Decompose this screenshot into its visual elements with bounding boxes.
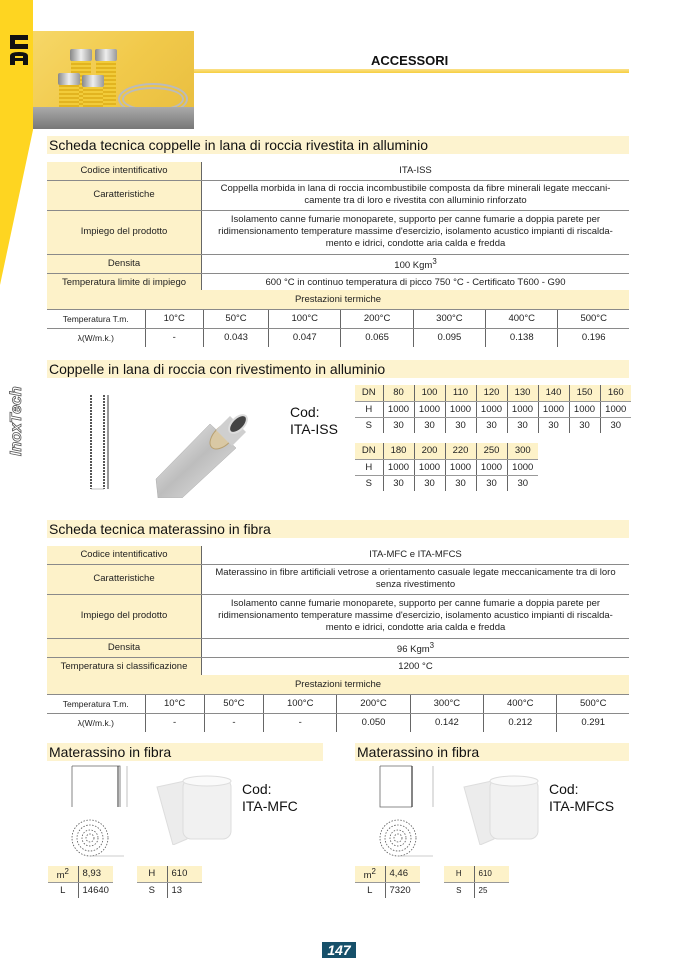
spec-label: Codice intentificativo [47, 546, 202, 564]
coppella-technical-drawing [88, 393, 124, 493]
inoxtech-brand-logo [6, 358, 28, 458]
h-cell: 1000 [600, 401, 631, 417]
temp-cell: 500°C [558, 309, 629, 328]
lambda-cell: 0.196 [581, 332, 606, 344]
h-label: H [355, 401, 383, 417]
lambda-cell: 0.212 [484, 713, 557, 732]
dn-label: DN [355, 385, 383, 401]
section-title-coppelle-scheda: Scheda tecnica coppelle in lana di roccia rivestita in alluminio [47, 136, 629, 154]
h-cell: 1000 [476, 401, 507, 417]
mfcs-technical-drawing [378, 765, 438, 860]
temp-cell: 400°C [486, 309, 558, 328]
coppella-code: Cod: ITA-ISS [290, 404, 338, 437]
s-value: 25 [478, 885, 488, 895]
l-value: 14640 [82, 884, 109, 896]
dn-cell: 130 [507, 385, 538, 401]
mfc-code: Cod: ITA-MFC [242, 781, 298, 814]
performance-title: Prestazioni termiche [47, 675, 629, 694]
coppelle-thermal-performance [47, 290, 629, 347]
dn-cell: 250 [476, 443, 507, 459]
mfc-technical-drawing [70, 765, 130, 860]
h-cell: 1000 [445, 401, 476, 417]
dn-label: DN [355, 443, 383, 459]
section-title-materassino-scheda: Scheda tecnica materassino in fibra [47, 520, 629, 538]
h-label: H [444, 866, 474, 882]
spec-label: Temperatura si classificazione [47, 657, 202, 676]
dn-cell: 160 [600, 385, 631, 401]
temp-cell: 200°C [341, 309, 413, 328]
lambda-cell: 0.142 [410, 713, 483, 732]
spec-label: Densita [47, 254, 202, 273]
temp-cell: 400°C [484, 694, 557, 713]
mfc-dimensions-table [48, 866, 202, 898]
lambda-label: λ(W/m.k.) [47, 713, 145, 732]
h-cell: 1000 [569, 401, 600, 417]
s-cell: 30 [383, 417, 414, 433]
dn-cell: 100 [414, 385, 445, 401]
m2-label: $m^2$ [355, 866, 385, 882]
lambda-cell: 0.050 [337, 713, 410, 732]
lambda-cell: - [264, 713, 337, 732]
s-cell: 30 [517, 477, 529, 489]
temp-cell: 300°C [410, 694, 483, 713]
s-cell: 30 [610, 419, 622, 431]
h-cell: 1000 [538, 401, 569, 417]
temp-cell: 10°C [145, 309, 203, 328]
mfcs-product-image [462, 773, 542, 845]
lambda-cell: - [145, 713, 204, 732]
h-label: H [355, 459, 383, 475]
lambda-label: λ(W/m.k.) [47, 328, 145, 347]
h-cell: 1000 [445, 459, 476, 475]
temp-label: Temperatura T.m. [47, 694, 145, 713]
lambda-cell: 0.095 [413, 328, 485, 347]
lambda-cell: - [145, 328, 203, 347]
dn-cell: 150 [569, 385, 600, 401]
temp-cell: 100°C [269, 309, 341, 328]
page-title: ACCESSORI [371, 53, 449, 68]
l-label: L [48, 882, 78, 898]
lambda-cell: 0.043 [203, 328, 268, 347]
h-cell: 1000 [507, 459, 538, 475]
section-title-coppelle-prodotto: Coppelle in lana di roccia con rivestimento in alluminio [47, 360, 629, 378]
lambda-cell: 0.138 [486, 328, 558, 347]
spec-label: Caratteristiche [47, 564, 202, 594]
dn-cell: 180 [383, 443, 414, 459]
h-cell: 1000 [414, 459, 445, 475]
h-cell: 1000 [476, 459, 507, 475]
ita-section-logo [8, 34, 30, 66]
dn-cell: 220 [445, 443, 476, 459]
h-cell: 1000 [414, 401, 445, 417]
performance-title: Prestazioni termiche [47, 290, 629, 309]
dn-cell: 120 [476, 385, 507, 401]
m2-value: 4,46 [385, 866, 420, 882]
temp-cell: 50°C [204, 694, 263, 713]
lambda-cell: 0.047 [269, 328, 341, 347]
s-cell: 30 [445, 475, 476, 491]
temp-cell: 200°C [337, 694, 410, 713]
temp-label: Temperatura T.m. [47, 309, 145, 328]
spec-label: Codice intentificativo [47, 162, 202, 180]
product-title-mfcs: Materassino in fibra [355, 743, 629, 761]
materassino-spec-table [47, 546, 629, 677]
h-value: 610 [167, 866, 202, 882]
spec-label: Impiego del prodotto [47, 594, 202, 638]
dn-cell: 80 [383, 385, 414, 401]
s-cell: 30 [445, 417, 476, 433]
dn-cell: 200 [414, 443, 445, 459]
spec-label: Caratteristiche [47, 180, 202, 210]
dn-cell: 140 [538, 385, 569, 401]
header-underline [194, 69, 629, 73]
lambda-cell: - [204, 713, 263, 732]
svg-text:InoxTech: InoxTech [8, 386, 25, 456]
temp-cell: 500°C [557, 694, 629, 713]
s-label: S [444, 882, 474, 898]
coppelle-spec-table [47, 162, 629, 293]
spec-value: Isolamento canne fumarie monoparete, supporto per canne fumarie a doppia parete per ridimensionamento temperature massime d'esercizio, isolamento acustico impianti di riscalda-mento e idrici, condotte aria calda e fredda [202, 594, 629, 638]
h-cell: 1000 [383, 401, 414, 417]
h-cell: 1000 [383, 459, 414, 475]
lambda-cell: 0.291 [581, 717, 606, 729]
dn-cell: 110 [445, 385, 476, 401]
temp-cell: 300°C [413, 309, 485, 328]
lambda-cell: 0.065 [341, 328, 413, 347]
s-label: S [355, 417, 383, 433]
mfc-product-image [155, 773, 235, 845]
mfcs-dimensions-table [355, 866, 509, 898]
spec-value: Isolamento canne fumarie monoparete, supporto per canne fumarie a doppia parete per ridimensionamento temperature massime d'esercizio, isolamento acustico impianti di riscalda-mento e idrici, condotte aria calda e fredda [202, 210, 629, 254]
materassino-thermal-performance [47, 675, 629, 732]
temp-cell: 10°C [145, 694, 204, 713]
spec-value: 1200 °C [202, 657, 629, 676]
coppella-dimensions-table-2 [355, 443, 538, 491]
spec-value: Materassino in fibre artificiali vetrose a orientamento casuale legate meccanicamente tra di loro senza rivestimento [202, 564, 629, 594]
spec-value: ITA-MFC e ITA-MFCS [202, 546, 629, 564]
s-label: S [355, 475, 383, 491]
spec-label: Temperatura limite di impiego [47, 273, 202, 292]
s-cell: 30 [507, 417, 538, 433]
spec-value: Coppella morbida in lana di roccia incombustibile composta da fibre minerali legate meccani-camente tra di loro e rivestita con alluminio rinforzato [202, 180, 629, 210]
page-number: 147 [322, 942, 356, 958]
spec-value: ITA-ISS [202, 162, 629, 180]
m2-value: 8,93 [78, 866, 113, 882]
spec-label: Impiego del prodotto [47, 210, 202, 254]
product-title-mfc: Materassino in fibra [47, 743, 323, 761]
s-label: S [137, 882, 167, 898]
h-cell: 1000 [507, 401, 538, 417]
l-value: 7320 [389, 884, 411, 896]
s-cell: 30 [383, 475, 414, 491]
dn-cell: 300 [507, 443, 538, 459]
mfcs-code: Cod: ITA-MFCS [549, 781, 615, 814]
temp-cell: 100°C [264, 694, 337, 713]
spec-value: 96 Kgm$^3$ [202, 638, 629, 657]
spec-value: 600 °C in continuo temperatura di picco 750 °C - Certificato T600 - G90 [202, 273, 629, 292]
hero-product-image [33, 31, 194, 129]
s-cell: 30 [476, 475, 507, 491]
s-cell: 30 [414, 475, 445, 491]
s-cell: 30 [569, 417, 600, 433]
s-cell: 30 [414, 417, 445, 433]
m2-label: $m^2$ [48, 866, 78, 882]
temp-cell: 50°C [203, 309, 268, 328]
s-cell: 30 [538, 417, 569, 433]
s-cell: 30 [476, 417, 507, 433]
s-value: 13 [171, 884, 183, 896]
spec-label: Densita [47, 638, 202, 657]
h-label: H [137, 866, 167, 882]
spec-value: 100 Kgm$^3$ [202, 254, 629, 273]
coppella-dimensions-table-1 [355, 385, 631, 433]
l-label: L [355, 882, 385, 898]
h-value: 610 [474, 866, 509, 882]
coppella-product-image [150, 394, 260, 498]
